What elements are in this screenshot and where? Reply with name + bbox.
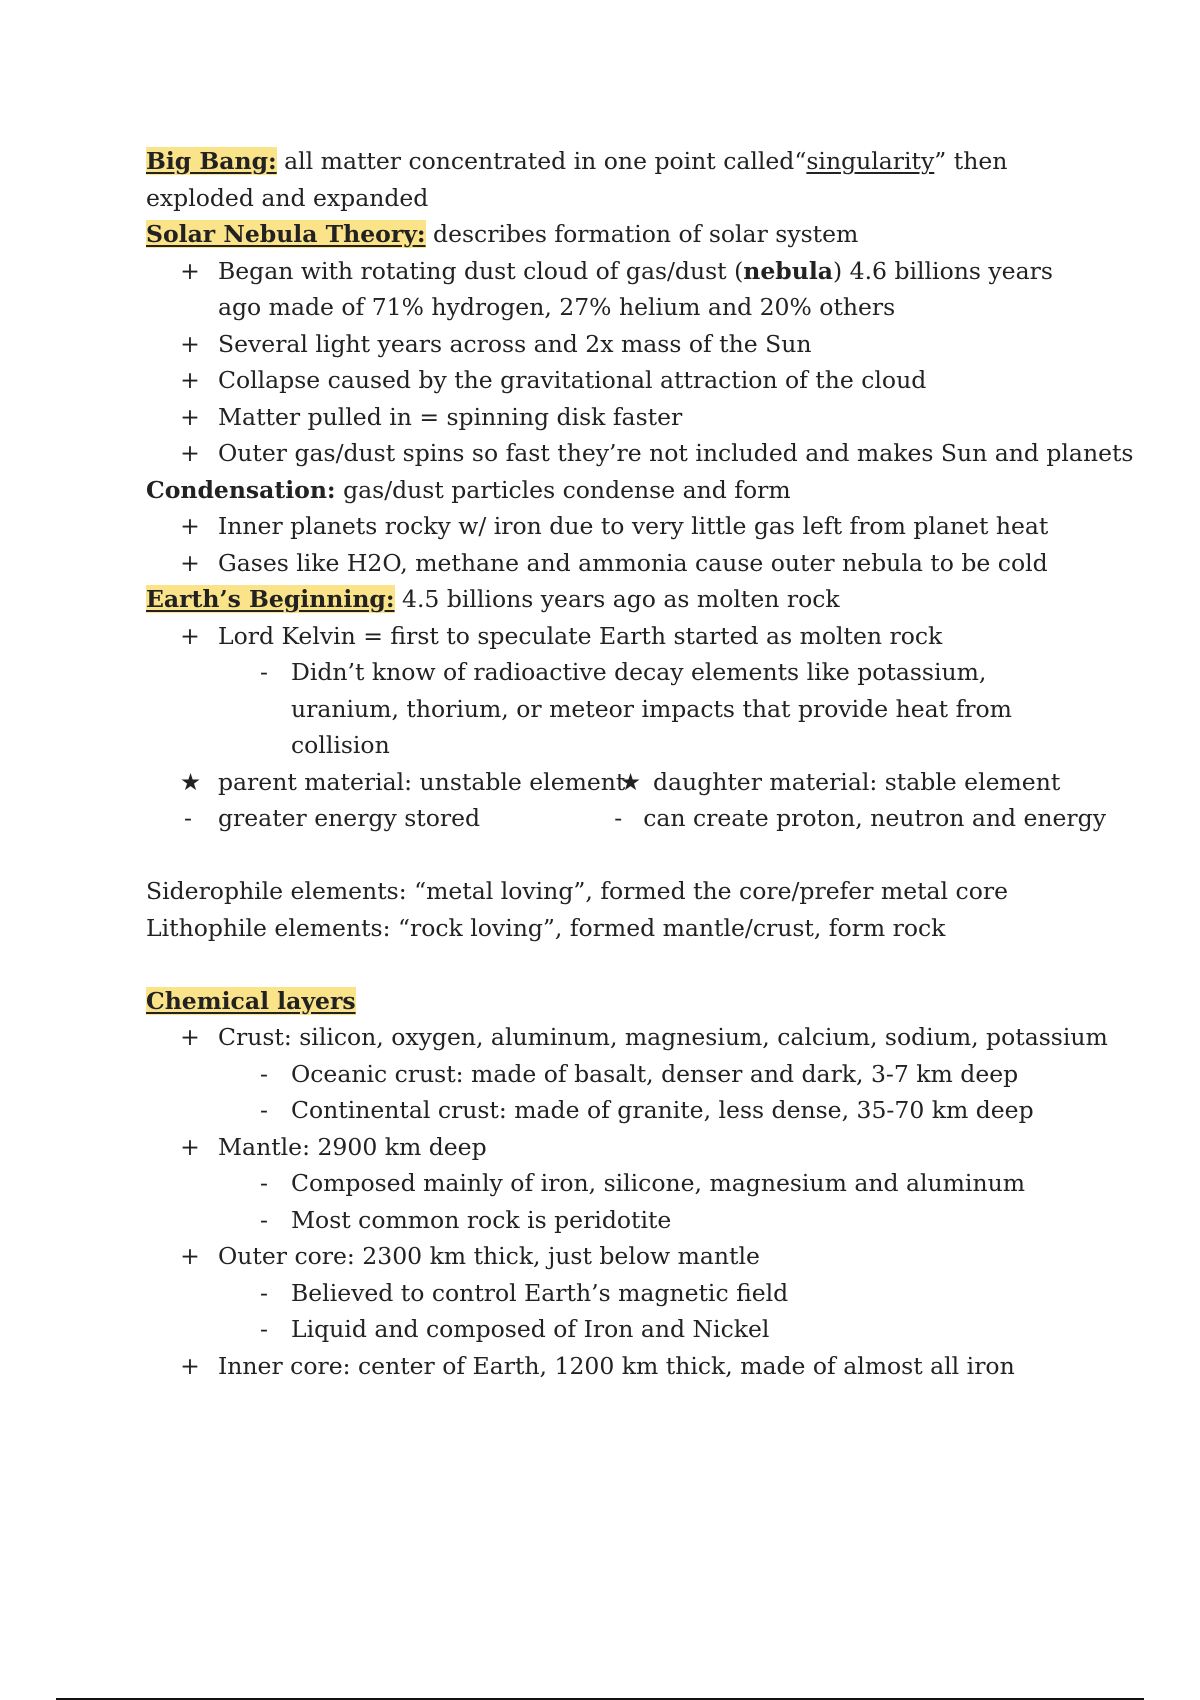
daughter-material: ★ daughter material: stable element — [620, 764, 1060, 801]
list-item: + Collapse caused by the gravitational attraction of the cloud — [146, 362, 1106, 399]
dash-marker: - — [184, 804, 192, 832]
list-item: + Matter pulled in = spinning disk faster — [146, 399, 1106, 436]
list-item: + Crust: silicon, oxygen, aluminum, magnesium, calcium, sodium, potassium — [146, 1019, 1106, 1056]
singularity-word: singularity — [806, 147, 935, 175]
plus-marker: + — [180, 329, 200, 358]
parent-daughter-details — [146, 800, 1106, 837]
earths-beginning-desc: 4.5 billions years ago as molten rock — [394, 585, 840, 613]
list-item: + Outer gas/dust spins so fast they’re not included and makes Sun and planets — [146, 435, 1106, 472]
daughter-detail: - can create proton, neutron and energy — [610, 800, 1106, 837]
solar-nebula-term: Solar Nebula Theory: — [146, 220, 426, 248]
solar-nebula-heading — [146, 216, 1106, 253]
plus-marker: + — [180, 439, 200, 467]
siderophile-line: Siderophile elements: “metal loving”, formed the core/prefer metal core — [146, 877, 1008, 905]
list-item: + Outer core: 2300 km thick, just below mantle — [146, 1238, 1106, 1275]
dash-marker: - — [260, 1315, 268, 1343]
dash-marker: - — [260, 658, 268, 686]
big-bang-term: Big Bang: — [146, 147, 277, 175]
plus-marker: + — [180, 1023, 200, 1051]
dash-marker: - — [260, 1278, 268, 1307]
condensation-desc: gas/dust particles condense and form — [335, 475, 791, 504]
notes-page — [146, 143, 1134, 1384]
earths-beginning-heading — [146, 581, 1106, 618]
condensation-term: Condensation: — [146, 475, 336, 504]
big-bang-text-b: ” then exploded and expanded — [146, 147, 1008, 212]
plus-marker: + — [180, 621, 200, 650]
plus-marker: + — [180, 512, 200, 540]
plus-marker: + — [180, 548, 200, 577]
plus-marker: + — [180, 1132, 200, 1161]
list-item: + Mantle: 2900 km deep — [146, 1129, 1106, 1166]
sub-list-item: - Didn’t know of radioactive decay elements like potassium, uranium, thorium, or meteor impacts that provide heat from collision — [146, 654, 1021, 764]
plus-marker: + — [180, 366, 200, 394]
dash-marker: - — [260, 1205, 268, 1234]
star-icon: ★ — [180, 767, 202, 796]
lithophile-line: Lithophile elements: “rock loving”, formed mantle/crust, form rock — [146, 913, 946, 942]
list-item: + Inner core: center of Earth, 1200 km thick, made of almost all iron — [146, 1348, 1106, 1385]
parent-daughter-columns — [146, 764, 1106, 801]
sub-list-item: - Most common rock is peridotite — [146, 1202, 1106, 1239]
dash-marker: - — [260, 1059, 268, 1088]
parent-material: ★ parent material: unstable element — [146, 764, 620, 801]
sub-list-item: - Liquid and composed of Iron and Nickel — [146, 1311, 1106, 1348]
parent-detail: - greater energy stored — [146, 800, 610, 837]
big-bang-paragraph — [146, 143, 1106, 216]
big-bang-text-a: all matter concentrated in one point called“ — [276, 147, 807, 175]
plus-marker: + — [180, 256, 200, 285]
dash-marker: - — [614, 804, 623, 832]
dash-marker: - — [260, 1169, 268, 1197]
dash-marker: - — [260, 1096, 268, 1124]
solar-nebula-desc: describes formation of solar system — [425, 220, 859, 248]
list-item: + Began with rotating dust cloud of gas/dust (nebula) 4.6 billions years ago made of 71% hydrogen, 27% helium and 20% others — [146, 253, 1088, 326]
sub-list-item: - Composed mainly of iron, silicone, magnesium and aluminum — [146, 1165, 1106, 1202]
plus-marker: + — [180, 1351, 200, 1380]
chemical-layers-title: Chemical layers — [146, 986, 356, 1015]
plus-marker: + — [180, 1242, 200, 1270]
list-item: + Inner planets rocky w/ iron due to very little gas left from planet heat — [146, 508, 1106, 545]
plus-marker: + — [180, 402, 200, 431]
sub-list-item: - Believed to control Earth’s magnetic field — [146, 1275, 1106, 1312]
earths-beginning-term: Earth’s Beginning: — [146, 585, 395, 613]
sub-list-item: - Continental crust: made of granite, less dense, 35-70 km deep — [146, 1092, 1106, 1129]
condensation-heading — [146, 472, 1106, 509]
list-item: + Gases like H2O, methane and ammonia cause outer nebula to be cold — [146, 545, 1106, 582]
list-item: + Lord Kelvin = first to speculate Earth started as molten rock — [146, 618, 1106, 655]
star-icon: ★ — [620, 767, 642, 796]
list-item: + Several light years across and 2x mass of the Sun — [146, 326, 1106, 363]
chemical-layers-heading — [146, 983, 1106, 1020]
sub-list-item: - Oceanic crust: made of basalt, denser and dark, 3-7 km deep — [146, 1056, 1106, 1093]
nebula-word: nebula — [743, 256, 833, 285]
